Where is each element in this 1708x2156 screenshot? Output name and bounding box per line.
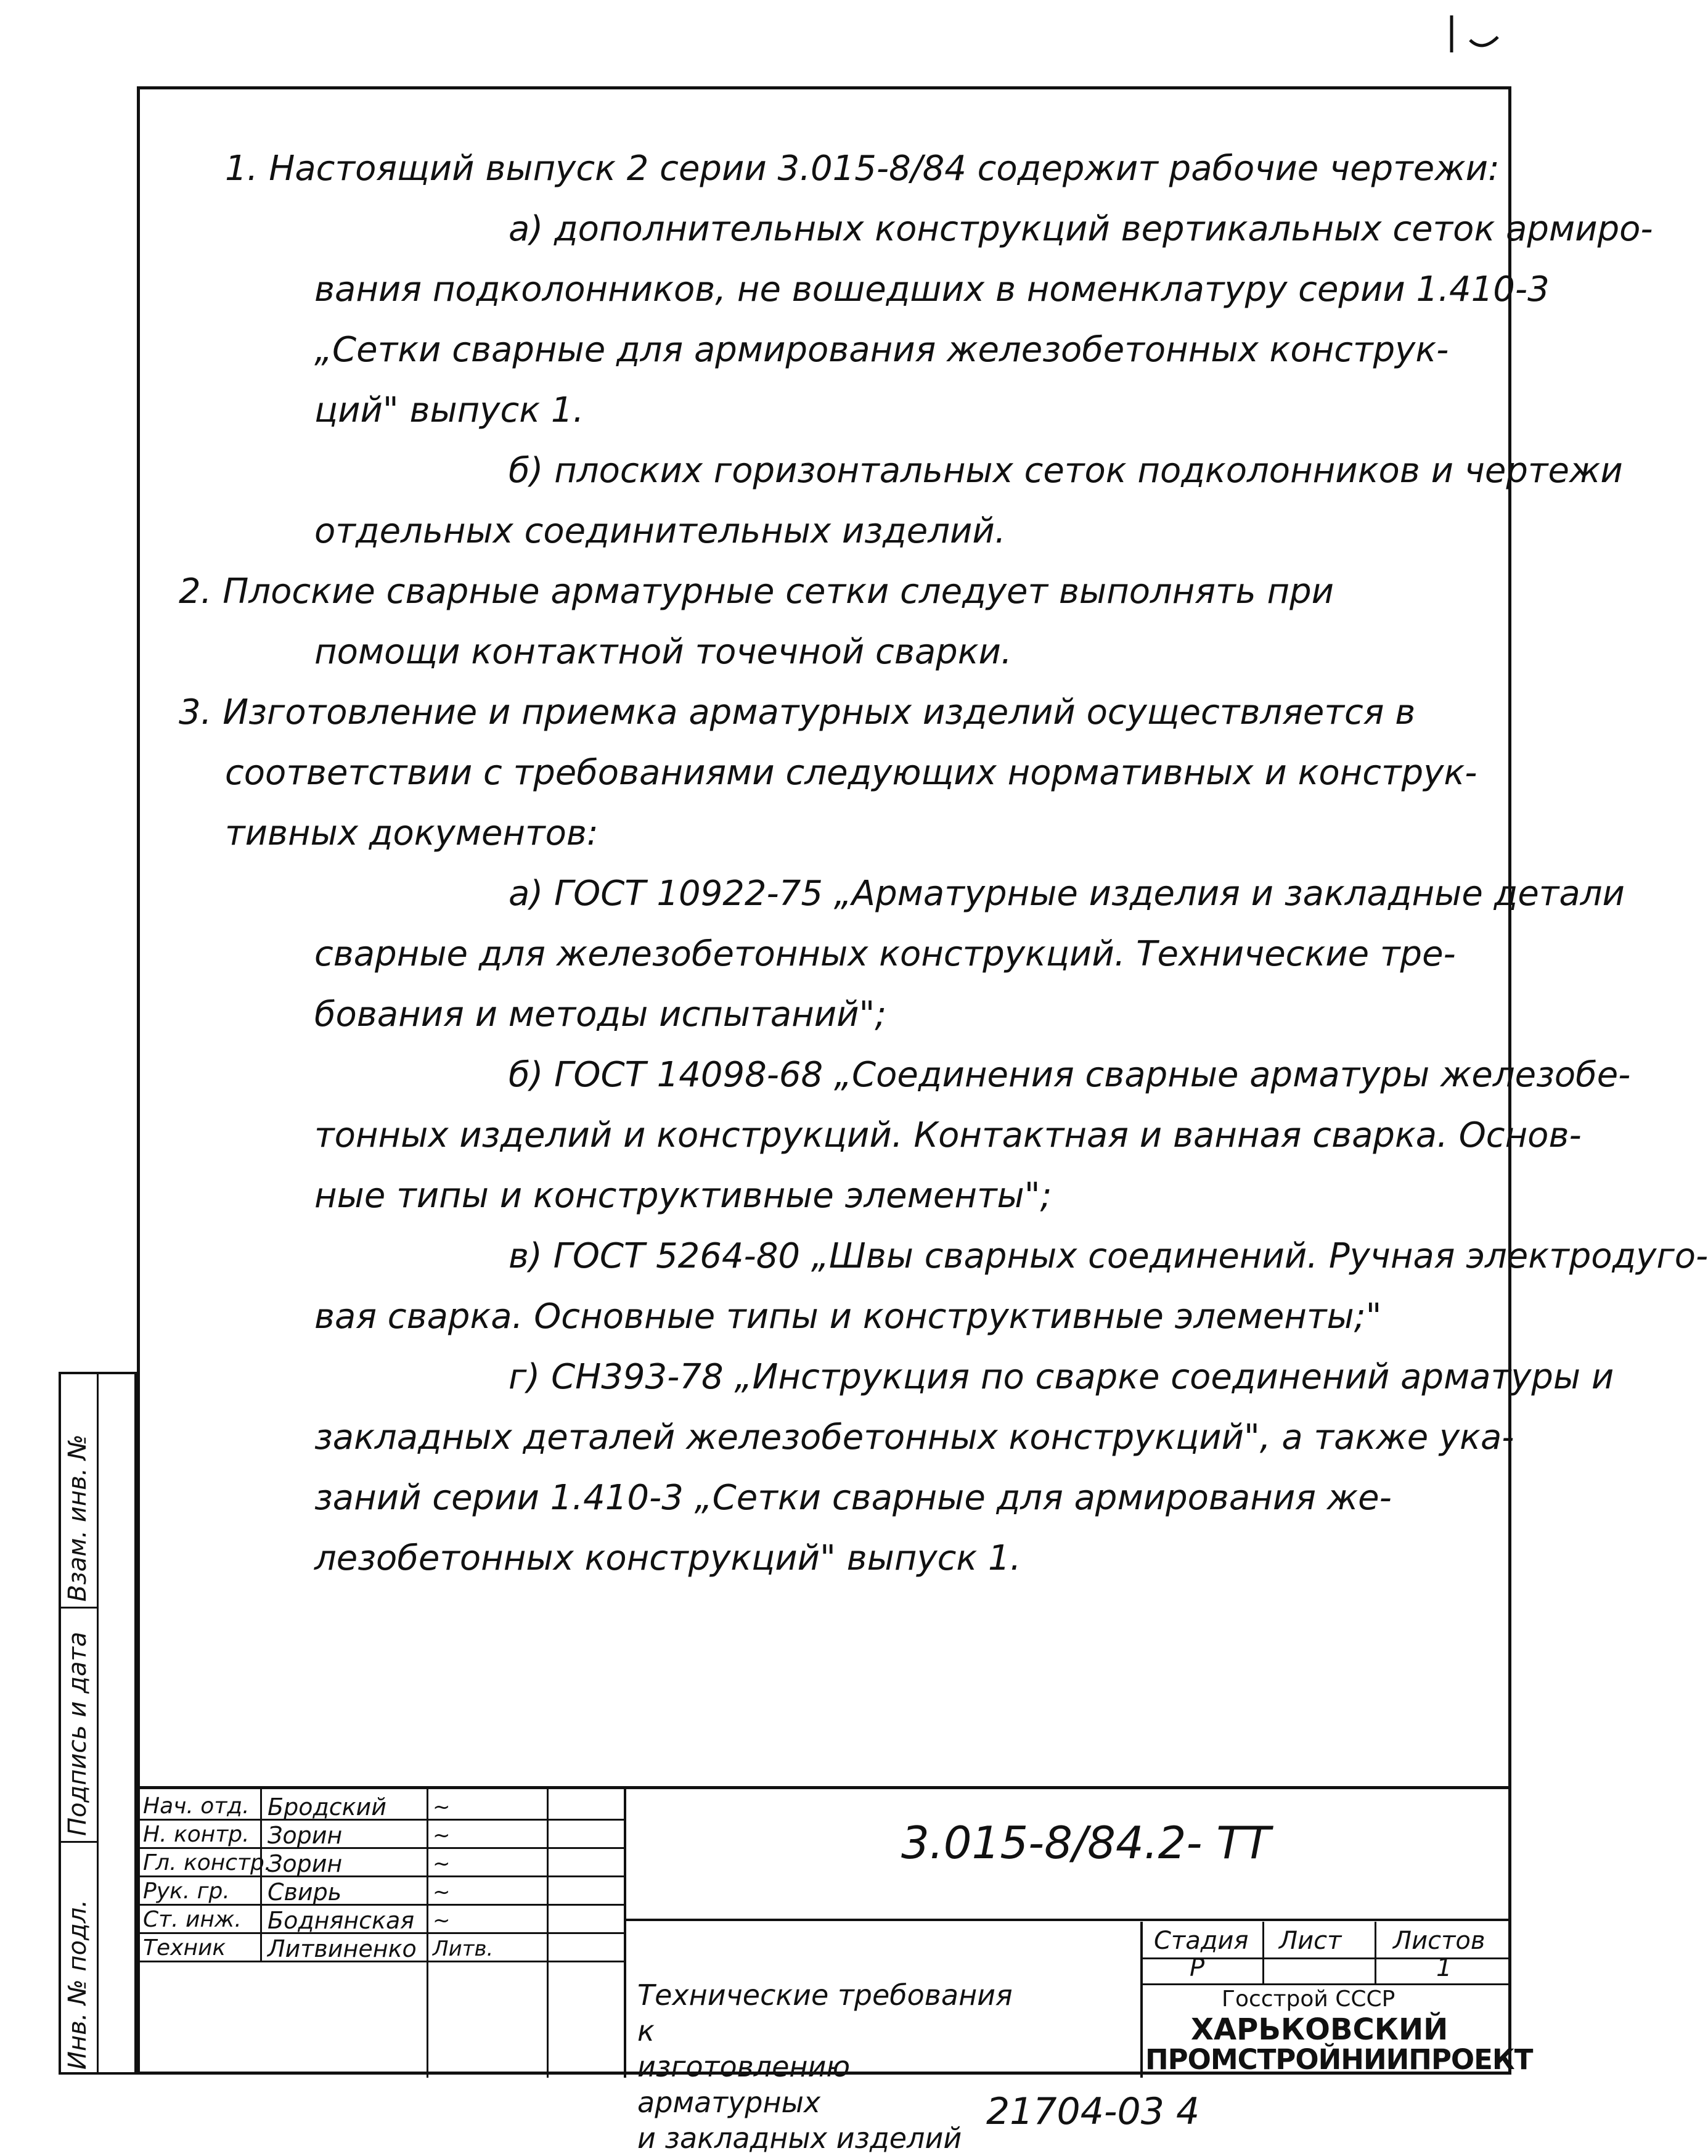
approval-role: Рук. гр. (143, 1879, 230, 1904)
note-line: соответствии с требованиями следующих нормативных и конструк- (225, 753, 1477, 793)
sheets-value: 1 (1436, 1954, 1452, 1982)
note-line: лезобетонных конструкций" выпуск 1. (314, 1538, 1021, 1578)
approval-name: Зорин (268, 1822, 343, 1849)
note-line: вая сварка. Основные типы и конструктивные элементы;" (314, 1297, 1382, 1337)
approval-row (137, 1821, 624, 1849)
approval-signature: Литв. (433, 1937, 494, 1961)
note-line: 1. Настоящий выпуск 2 серии 3.015-8/84 содержит рабочие чертежи: (225, 149, 1500, 189)
side-strip-divider (97, 1374, 99, 2072)
note-line: а) дополнительных конструкций вертикальных сеток армиро- (509, 209, 1653, 249)
approval-name: Литвиненко (268, 1935, 417, 1962)
note-line: в) ГОСТ 5264-80 „Швы сварных соединений. Ручная электродуго- (509, 1236, 1708, 1276)
side-label-original: Инв. № подл. (63, 1900, 92, 2070)
corner-mark (1445, 12, 1507, 55)
approval-row (137, 1849, 624, 1877)
code-bottom-line (624, 1919, 1511, 1921)
org-institute: ПРОМСТРОЙНИИПРОЕКТ (1145, 2043, 1533, 2076)
approval-row (137, 1877, 624, 1906)
approval-role: Нач. отд. (143, 1793, 250, 1819)
approval-name: Боднянская (268, 1907, 415, 1934)
approval-name: Бродский (268, 1793, 386, 1821)
side-cell-replacement (61, 1374, 97, 1609)
approval-row (137, 1934, 624, 1962)
note-line: 2. Плоские сварные арматурные сетки следует выполнять при (179, 572, 1334, 612)
approval-signature: ~ (433, 1823, 451, 1848)
stage-value: Р (1190, 1954, 1205, 1982)
title-block-divider (624, 1789, 626, 2078)
stage-header: Стадия (1154, 1927, 1249, 1955)
approval-role: Н. контр. (143, 1822, 250, 1847)
notes-body (179, 139, 1708, 1589)
stage-left-line (1140, 1922, 1143, 2078)
approval-signature: ~ (433, 1880, 451, 1904)
note-line: сварные для железобетонных конструкций. Технические тре- (314, 934, 1456, 974)
doc-title-line: и закладных изделий (637, 2121, 962, 2155)
side-label-replacement: Взам. инв. № (63, 1434, 92, 1602)
approval-signature: ~ (433, 1908, 451, 1933)
note-line: б) плоских горизонтальных сеток подколонников и чертежи (509, 451, 1623, 491)
side-label-signature: Подпись и дата (63, 1631, 92, 1836)
note-line: вания подколонников, не вошедших в номенклатуру серии 1.410-3 (314, 269, 1550, 309)
note-line: б) ГОСТ 14098-68 „Соединения сварные арматуры железобе- (509, 1055, 1631, 1095)
note-line: г) СН393-78 „Инструкция по сварке соединений арматуры и (509, 1357, 1614, 1397)
approval-row (137, 1792, 624, 1821)
approval-role: Гл. констр. (143, 1850, 272, 1875)
doc-title-line: изготовлению арматурных (637, 2050, 851, 2119)
sheet-header: Лист (1279, 1927, 1342, 1955)
note-line: бования и методы испытаний"; (314, 994, 887, 1035)
org-city: ХАРЬКОВСКИЙ (1191, 2012, 1449, 2047)
note-line: тонных изделий и конструкций. Контактная и ванная сварка. Основ- (314, 1115, 1582, 1155)
side-cell-original (61, 1843, 97, 2075)
note-line: отдельных соединительных изделий. (314, 511, 1006, 551)
approval-role: Техник (143, 1935, 226, 1961)
note-line: ций" выпуск 1. (314, 390, 584, 430)
note-line: закладных деталей железобетонных конструкций", а также ука- (314, 1417, 1514, 1457)
approval-role: Ст. инж. (143, 1907, 242, 1932)
sheets-header: Листов (1393, 1927, 1485, 1955)
org-ministry: Госстрой СССР (1222, 1986, 1395, 2012)
note-line: тивных документов: (225, 813, 599, 853)
stage-value-line (1140, 1983, 1511, 1985)
note-line: ные типы и конструктивные элементы"; (314, 1176, 1052, 1216)
approval-side-strip (59, 1372, 137, 2075)
note-line: 3. Изготовление и приемка арматурных изделий осуществляется в (179, 692, 1416, 732)
stage-col-line (1375, 1922, 1376, 1983)
side-cell-signature (61, 1609, 97, 1843)
note-line: помощи контактной точечной сварки. (314, 632, 1012, 672)
doc-title-line: Технические требования к (637, 1978, 1013, 2047)
stage-col-line (1262, 1922, 1264, 1983)
approval-signature: ~ (433, 1851, 451, 1876)
note-line: заний серии 1.410-3 „Сетки сварные для армирования же- (314, 1478, 1392, 1518)
note-line: а) ГОСТ 10922-75 „Арматурные изделия и закладные детали (509, 874, 1625, 914)
document-code: 3.015-8/84.2- ТТ (901, 1817, 1271, 1869)
approval-name: Зорин (268, 1850, 343, 1877)
approval-name: Свирь (268, 1879, 342, 1906)
archive-number: 21704-03 4 (986, 2090, 1200, 2133)
note-line: „Сетки сварные для армирования железобетонных конструк- (314, 330, 1449, 370)
approval-signature: ~ (433, 1795, 451, 1819)
approval-row (137, 1906, 624, 1934)
document-title (637, 1977, 1019, 2156)
